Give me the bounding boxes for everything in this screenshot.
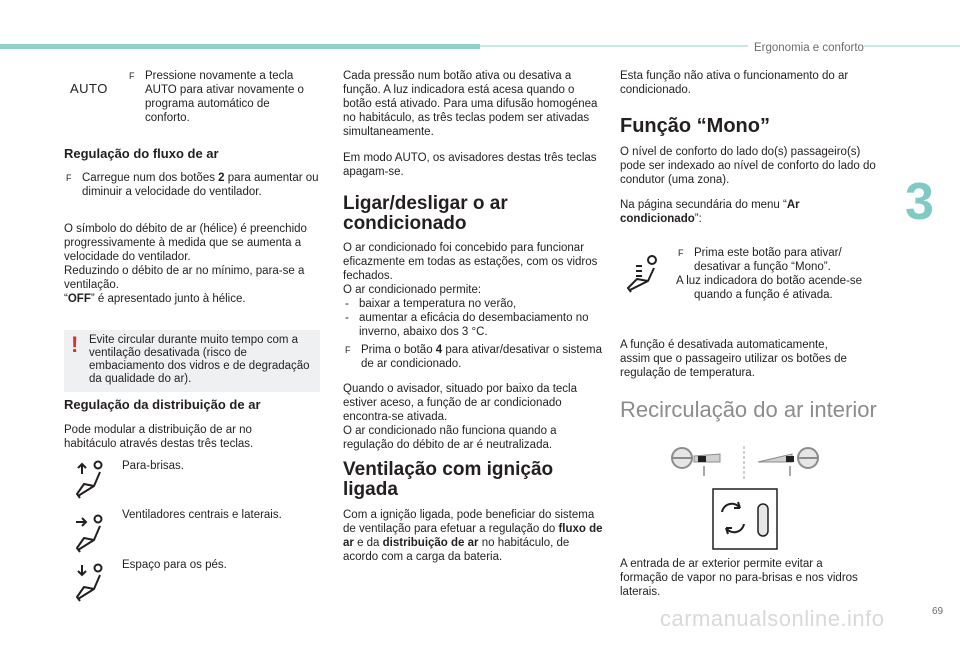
- recirculation-text: A entrada de ar exterior permite evitar a formação de vapor no para-brisas e nos vidros laterais.: [620, 558, 858, 598]
- flow-bullet-text: Carregue num dos botões: [82, 172, 219, 184]
- distribution-intro: Pode modular a distribuição de ar no habitáculo através destas três teclas.: [64, 424, 254, 450]
- auto-text: Pressione novamente a tecla AUTO para ativar novamente o programa automático de conforto.: [145, 70, 304, 124]
- watermark: carmanualsonline.info: [660, 606, 885, 631]
- ac-bullet-number: 4: [435, 344, 443, 356]
- ac-section: [343, 241, 605, 452]
- ac-para-3: Quando o avisador, situado por baixo da tecla estiver aceso, a função de ar condicionado encontra-se ativada.: [343, 383, 577, 423]
- mono-bullet-text: Prima este botão para ativar/ desativar a função “Mono”.: [694, 247, 842, 273]
- recirculation-title: Recirculação do ar interior: [620, 397, 877, 422]
- header-bar-thin: [480, 45, 960, 47]
- mono-bullet: [676, 246, 876, 302]
- page-number: 69: [932, 606, 944, 617]
- vent-text: Com a ignição ligada, pode beneficiar do sistema de ventilação para efetuar a regulação do: [343, 509, 595, 535]
- bullet-marker: F: [66, 173, 72, 183]
- ac-bullet-text: Prima o botão: [361, 344, 436, 356]
- col2-para-1: Cada pressão num botão ativa ou desativa a função. A luz indicadora está acesa quando o botão está ativado. Para uma difusão homogénea no habitáculo, as três teclas podem ser ativadas simultaneamente.: [343, 70, 598, 138]
- list-item: [343, 311, 605, 339]
- bullet-marker: F: [129, 71, 135, 81]
- mono-title: Função “Mono”: [620, 115, 770, 137]
- ventilation-text: [343, 508, 605, 564]
- mono-menu-text: Na página secundária do menu “: [620, 199, 787, 211]
- col2-intro: [343, 69, 601, 179]
- recirculation-flap-icon: [668, 446, 822, 480]
- flow-bullet: [64, 171, 322, 199]
- mono-seat-icon: [622, 254, 664, 294]
- col3-intro: Esta função não ativa o funcionamento do ar condicionado.: [620, 70, 849, 96]
- mono-menu: [620, 198, 882, 226]
- windscreen-distribution-icon: [72, 460, 112, 500]
- ac-para-2: O ar condicionado permite:: [343, 284, 482, 296]
- ac-title: Ligar/desligar o ar condicionado: [343, 193, 508, 234]
- mono-menu-bold: Ar condicionado: [620, 199, 800, 225]
- dash-marker: -: [345, 298, 349, 310]
- mono-para-1: O nível de conforto do lado do(s) passageiro(s) pode ser indexado ao nível de conforto do lado do condutor (uma zona).: [620, 146, 876, 186]
- distribution-item-windscreen: Para-brisas.: [122, 460, 184, 472]
- flow-para-3: [64, 292, 324, 306]
- col2-para-2: Em modo AUTO, os avisadores destas três teclas apagam-se.: [343, 152, 597, 178]
- warning-icon: !: [71, 332, 79, 357]
- distribution-item-feet: Espaço para os pés.: [122, 559, 227, 571]
- quote-open: “: [64, 293, 68, 305]
- vent-bold-flow: fluxo de ar: [343, 523, 603, 549]
- warning-text: Evite circular durante muito tempo com a ventilação desativada (risco de embaciamento dos vidros e de degradação da qualidade do ar).: [89, 334, 310, 385]
- footwell-distribution-icon: [72, 563, 112, 603]
- ac-bullet: [343, 343, 605, 371]
- auto-label: AUTO: [70, 81, 108, 96]
- dash-marker: -: [345, 312, 349, 324]
- vent-text-mid: e da: [353, 537, 383, 549]
- flow-bullet-text-end: para aumentar ou diminuir a velocidade do ventilador.: [82, 172, 319, 198]
- flow-para-3-text: ” é apresentado junto à hélice.: [90, 293, 246, 305]
- list-item-text: aumentar a eficácia do desembaciamento no inverno, abaixo dos 3 °C.: [359, 312, 589, 338]
- flow-bullet-number: 2: [218, 172, 225, 184]
- mono-menu-end: ”:: [694, 213, 702, 225]
- section-name: Ergonomia e conforto: [748, 41, 864, 55]
- mono-section: [620, 145, 882, 226]
- vent-bold-distribution: distribuição de ar: [382, 537, 479, 549]
- off-label: OFF: [67, 293, 91, 305]
- ac-para-4: O ar condicionado não funciona quando a regulação do débito de ar é neutralizada.: [343, 425, 557, 451]
- ac-para-1: O ar condicionado foi concebido para funcionar eficazmente em todas as estações, com os vidros fechados.: [343, 242, 598, 282]
- header-bar: [0, 44, 480, 49]
- distribution-item-vents: Ventiladores centrais e laterais.: [122, 509, 282, 521]
- ac-bullet-text-end: para ativar/desativar o sistema de ar condicionado.: [361, 344, 602, 370]
- vent-text-end: no habitáculo, de acordo com a carga da bateria.: [343, 537, 570, 563]
- flow-title: Regulação do fluxo de ar: [64, 146, 219, 161]
- mono-para-2: A função é desativada automaticamente, assim que o passageiro utilizar os botões de regulação de temperatura.: [620, 339, 847, 379]
- list-item: [343, 297, 605, 311]
- auto-instruction: [127, 69, 307, 125]
- ventilation-title: Ventilação com ignição ligada: [343, 459, 554, 500]
- chapter-number: 3: [905, 173, 934, 231]
- recirculation-button-icon: [712, 488, 778, 550]
- bullet-marker: F: [345, 345, 351, 355]
- face-vents-distribution-icon: [72, 514, 112, 554]
- flow-para-2: Reduzindo o débito de ar no mínimo, para-se a ventilação.: [64, 265, 305, 291]
- mono-light-text: A luz indicadora do botão acende-se quando a função é ativada.: [676, 275, 863, 301]
- flow-para-1: O símbolo do débito de ar (hélice) é preenchido progressivamente à medida que se aumenta a velocidade do ventilador.: [64, 223, 307, 263]
- distribution-title: Regulação da distribuição de ar: [64, 397, 261, 412]
- list-item-text: baixar a temperatura no verão,: [359, 298, 517, 310]
- flow-paragraph: [64, 222, 324, 306]
- bullet-marker: F: [678, 248, 684, 258]
